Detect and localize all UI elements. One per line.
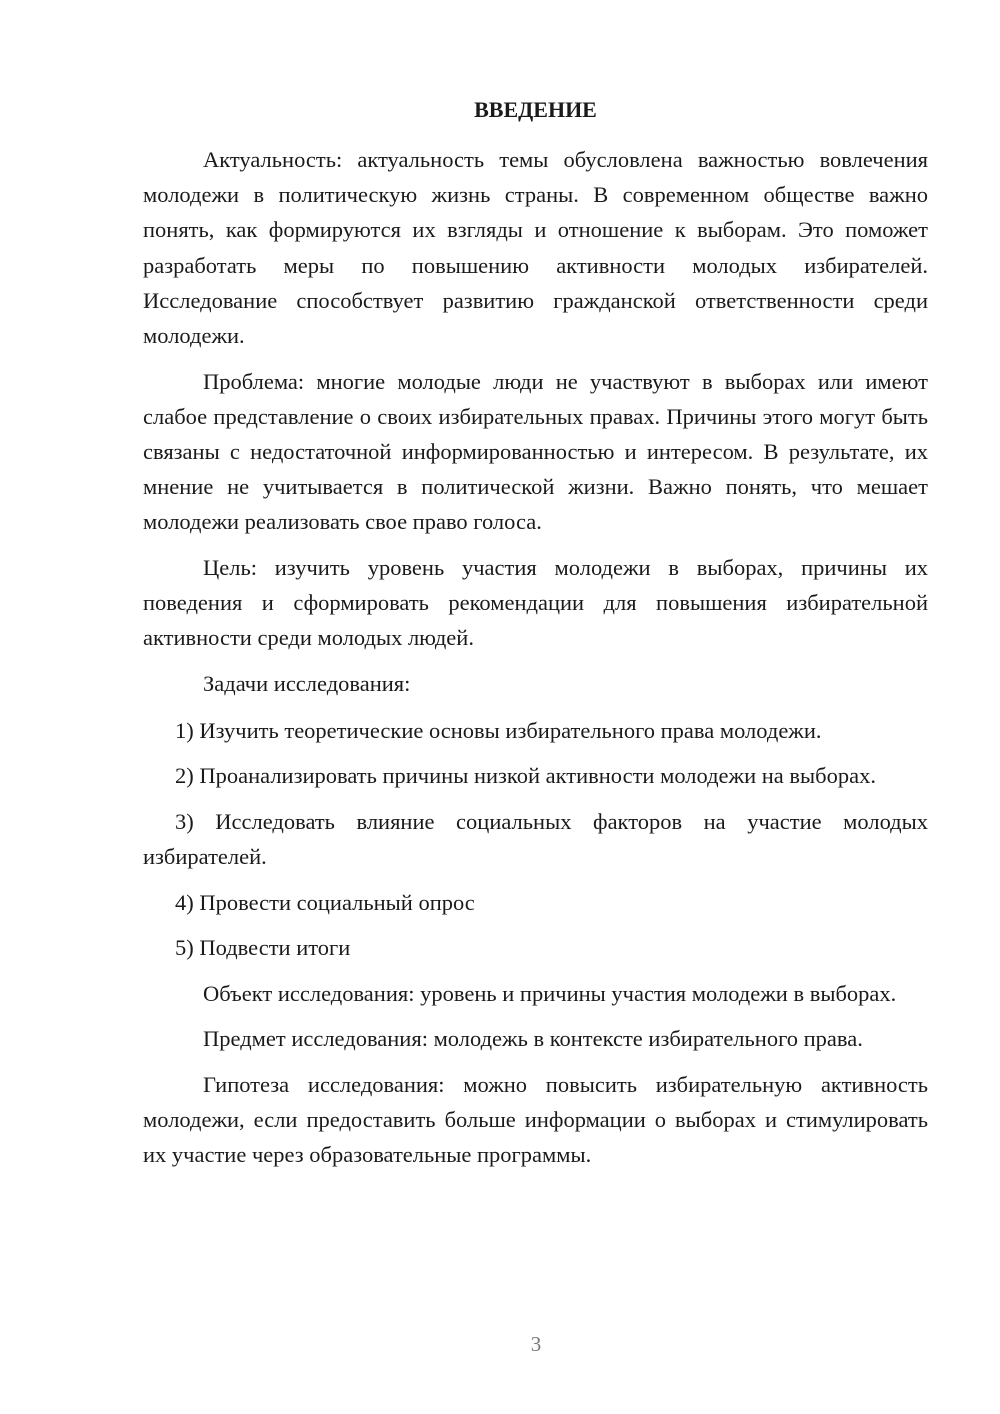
hypothesis-paragraph: Гипотеза исследования: можно повысить избирательную активность молодежи, если предоставить больше информации о выборах и стимулировать их участие через образовательные программы. xyxy=(143,1071,928,1168)
task-item: 3) Исследовать влияние социальных факторов на участие молодых избирателей. xyxy=(143,808,928,870)
problem-paragraph: Проблема: многие молодые люди не участвуют в выборах или имеют слабое представление о своих избирательных правах. Причины этого могут быть связаны с недостаточной информированностью и интересом. В результате, их мнение не учитывается в политической жизни. Важно понять, что мешает молодежи реализовать свое право голоса. xyxy=(143,368,928,535)
document-page xyxy=(143,92,928,1183)
task-item: 2) Проанализировать причины низкой активности молодежи на выборах. xyxy=(175,763,876,789)
subject-paragraph: Предмет исследования: молодежь в контексте избирательного права. xyxy=(203,1026,863,1052)
task-item: 4) Провести социальный опрос xyxy=(175,889,475,915)
task-item: 5) Подвести итоги xyxy=(175,935,351,961)
section-title: ВВЕДЕНИЕ xyxy=(474,97,597,122)
task-item: 1) Изучить теоретические основы избирательного права молодежи. xyxy=(175,717,822,743)
tasks-heading: Задачи исследования: xyxy=(203,670,411,696)
object-paragraph: Объект исследования: уровень и причины участия молодежи в выборах. xyxy=(203,980,897,1006)
goal-paragraph: Цель: изучить уровень участия молодежи в выборах, причины их поведения и сформировать рекомендации для повышения избирательной активности среди молодых людей. xyxy=(143,554,928,651)
page-number: 3 xyxy=(530,1332,542,1356)
relevance-paragraph: Актуальность: актуальность темы обусловлена важностью вовлечения молодежи в политическую жизнь страны. В современном обществе важно понять, как формируются их взгляды и отношение к выборам. Это поможет разработать меры по повышению активности молодых избирателей. Исследование способствует развитию гражданской ответственности среди молодежи. xyxy=(143,147,928,349)
